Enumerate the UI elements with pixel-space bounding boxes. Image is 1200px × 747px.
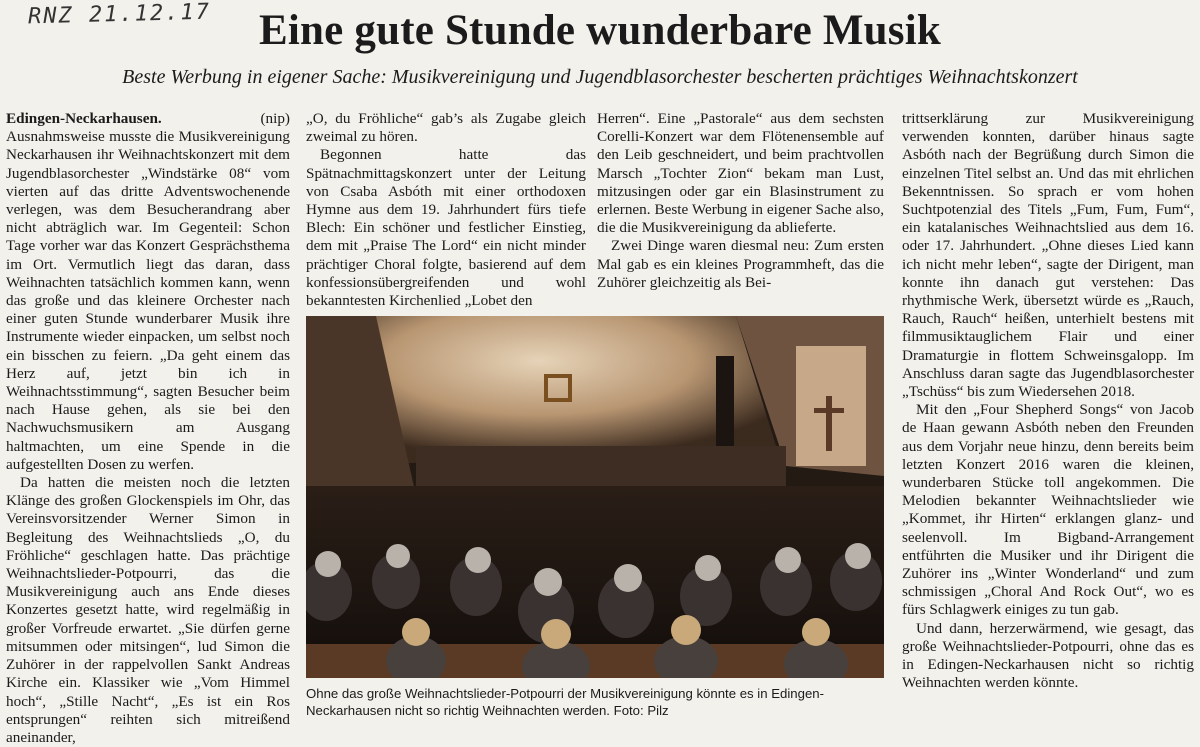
handwritten-date-stamp: RNZ 21.12.17 [27,0,212,30]
article-column-2 [306,110,586,310]
paragraph: Da hatten die meisten noch die letzten Klänge des großen Glockenspiels im Ohr, das Vereinsvorsitzender Werner Simon in Begleitung des Weihnachtslieds „O, du Fröhliche“ geschlagen hatte. Das prächtige Weihnachtslieder-Potpourri, das die Musikvereinigung auch ans Ende dieses Konzertes gesetzt hatte, wird regelmäßig in großer Vorfreude erwartet. „Sie dürfen gerne mitsummen oder mitsingen“, lud Simon die Zuhörer in der rappelvollen Sankt Andreas Kirche ein. Klassiker wie „Vom Himmel hoch“, „Stille Nacht“, „Es ist ein Ros entsprungen“ reihten sich mitreißend aneinander, [6,474,290,746]
dateline: Edingen-Neckarhausen. [6,110,162,127]
photo-caption: Ohne das große Weihnachtslieder-Potpourri der Musikvereinigung könnte es in Edingen-Neckarhausen nicht so richtig Weihnachten werden. Foto: Pilz [306,686,825,718]
headline: Eine gute Stunde wunderbare Musik [259,7,941,54]
paragraph: Und dann, herzerwärmend, wie gesagt, das große Weihnachtslieder-Potpourri, ohne das es in Edingen-Neckarhausen nicht so richtig Weihnachten werden könnte. [902,619,1194,692]
paragraph: Herren“. Eine „Pastorale“ aus dem sechsten Corelli-Konzert war dem Flötenensemble auf den Leib geschneidert, und beim prachtvollen Marsch „Tochter Zion“ bekam man Lust, mitzusingen oder gar ein Blasinstrument zu erlernen. Beste Werbung in eigener Sache also, die die Musikvereinigung da ablieferte. [597,110,884,237]
concert-photo [306,316,884,678]
article-column-1 [6,110,290,747]
paragraph: Edingen-Neckarhausen. (nip) Ausnahmsweise musste die Musikvereinigung Neckarhausen ihr Weihnachtskonzert mit dem Jugendblasorchester „Windstärke 08“ vom vierten auf das dritte Adventswochenende verlegen, was dem Besucherandrang aber nicht abträglich war. Im Gegenteil: Schon Tage vorher war das Konzert Gesprächsthema im Ort. Vermutlich liegt das daran, dass Weihnachten tatsächlich kommen kann, wenn das große und das kleinere Orchester nach einer guten Stunde wunderbarer Musik ihre Instrumente wieder einpacken, um selbst noch ein bisschen zu feiern. „Da geht einem das Herz auf, jetzt bin ich in Weihnachtsstimmung“, sagten Besucher beim nach Hause gehen, als sie bei den Nachwuchsmusikern am Ausgang haltmachten, um eine Spende in die aufgestellten Dosen zu werfen. [6,110,290,473]
paragraph: trittserklärung zur Musikvereinigung verwenden konnten, darüber hinaus sagte Asbóth nach der Begrüßung durch Simon die einzelnen Titel selbst an. Und das mit ehrlichen Bekenntnissen. So sprach er vom hohen Suchtpotenzial des Titels „Fum, Fum, Fum“, ein katalanisches Weihnachtslied aus dem 16. oder 17. Jahrhundert. „Ohne dieses Lied kann ich nicht mehr leben“, sagte der Dirigent, man konnte ihn danach gut verstehen: Das rhythmische Werk, übersetzt würde es „Rauch, Rauch, Rauch“ heißen, unterhielt bestens mit filmmusiktauglichem Flair und einer Dramaturgie in flottem Schweinsgalopp. Im Anschluss daran sagte das Jugendblasorchester „Tschüss“ bis zum Wiedersehen 2018. [902,110,1194,401]
paragraph: „O, du Fröhliche“ gab’s als Zugabe gleich zweimal zu hören. [306,110,586,146]
article-column-4 [902,110,1194,693]
paragraph: Zwei Dinge waren diesmal neu: Zum ersten Mal gab es ein kleines Programmheft, das die Zuhörer gleichzeitig als Bei- [597,237,884,291]
article-column-3 [597,110,884,292]
paragraph: Mit den „Four Shepherd Songs“ von Jacob de Haan gewann Asbóth neben den Freunden aus dem Vorjahr neue hinzu, denn bereits beim letzten Konzert 2016 waren die kleinen, wunderbaren Stücke toll angekommen. Die Melodien bekannter Weihnachtslieder wie „Kommet, ihr Hirten“ erklangen glanz- und seelenvoll. Im Bigband-Arrangement entführten die Musiker und ihr Dirigent die Zuhörer ins „Winter Wonderland“ und zum schmissigen „Choral And Rock Out“, wo es fürs Schlagwerk einiges zu tun gab. [902,401,1194,619]
paragraph: Begonnen hatte das Spätnachmittagskonzert unter der Leitung von Csaba Asbóth mit einer orthodoxen Hymne aus dem 19. Jahrhundert fürs tiefe Blech: Ein schöner und festlicher Einstieg, dem mit „Praise The Lord“ ein nicht minder prächtiger Choral folgte, basierend auf dem konfessionsübergreifenden und wohl bekanntesten Kirchenlied „Lobet den [306,146,586,310]
subheadline: Beste Werbung in eigener Sache: Musikvereinigung und Jugendblasorchester bescherten prächtiges Weihnachtskonzert [122,66,1078,88]
church-concert-image [306,316,884,678]
